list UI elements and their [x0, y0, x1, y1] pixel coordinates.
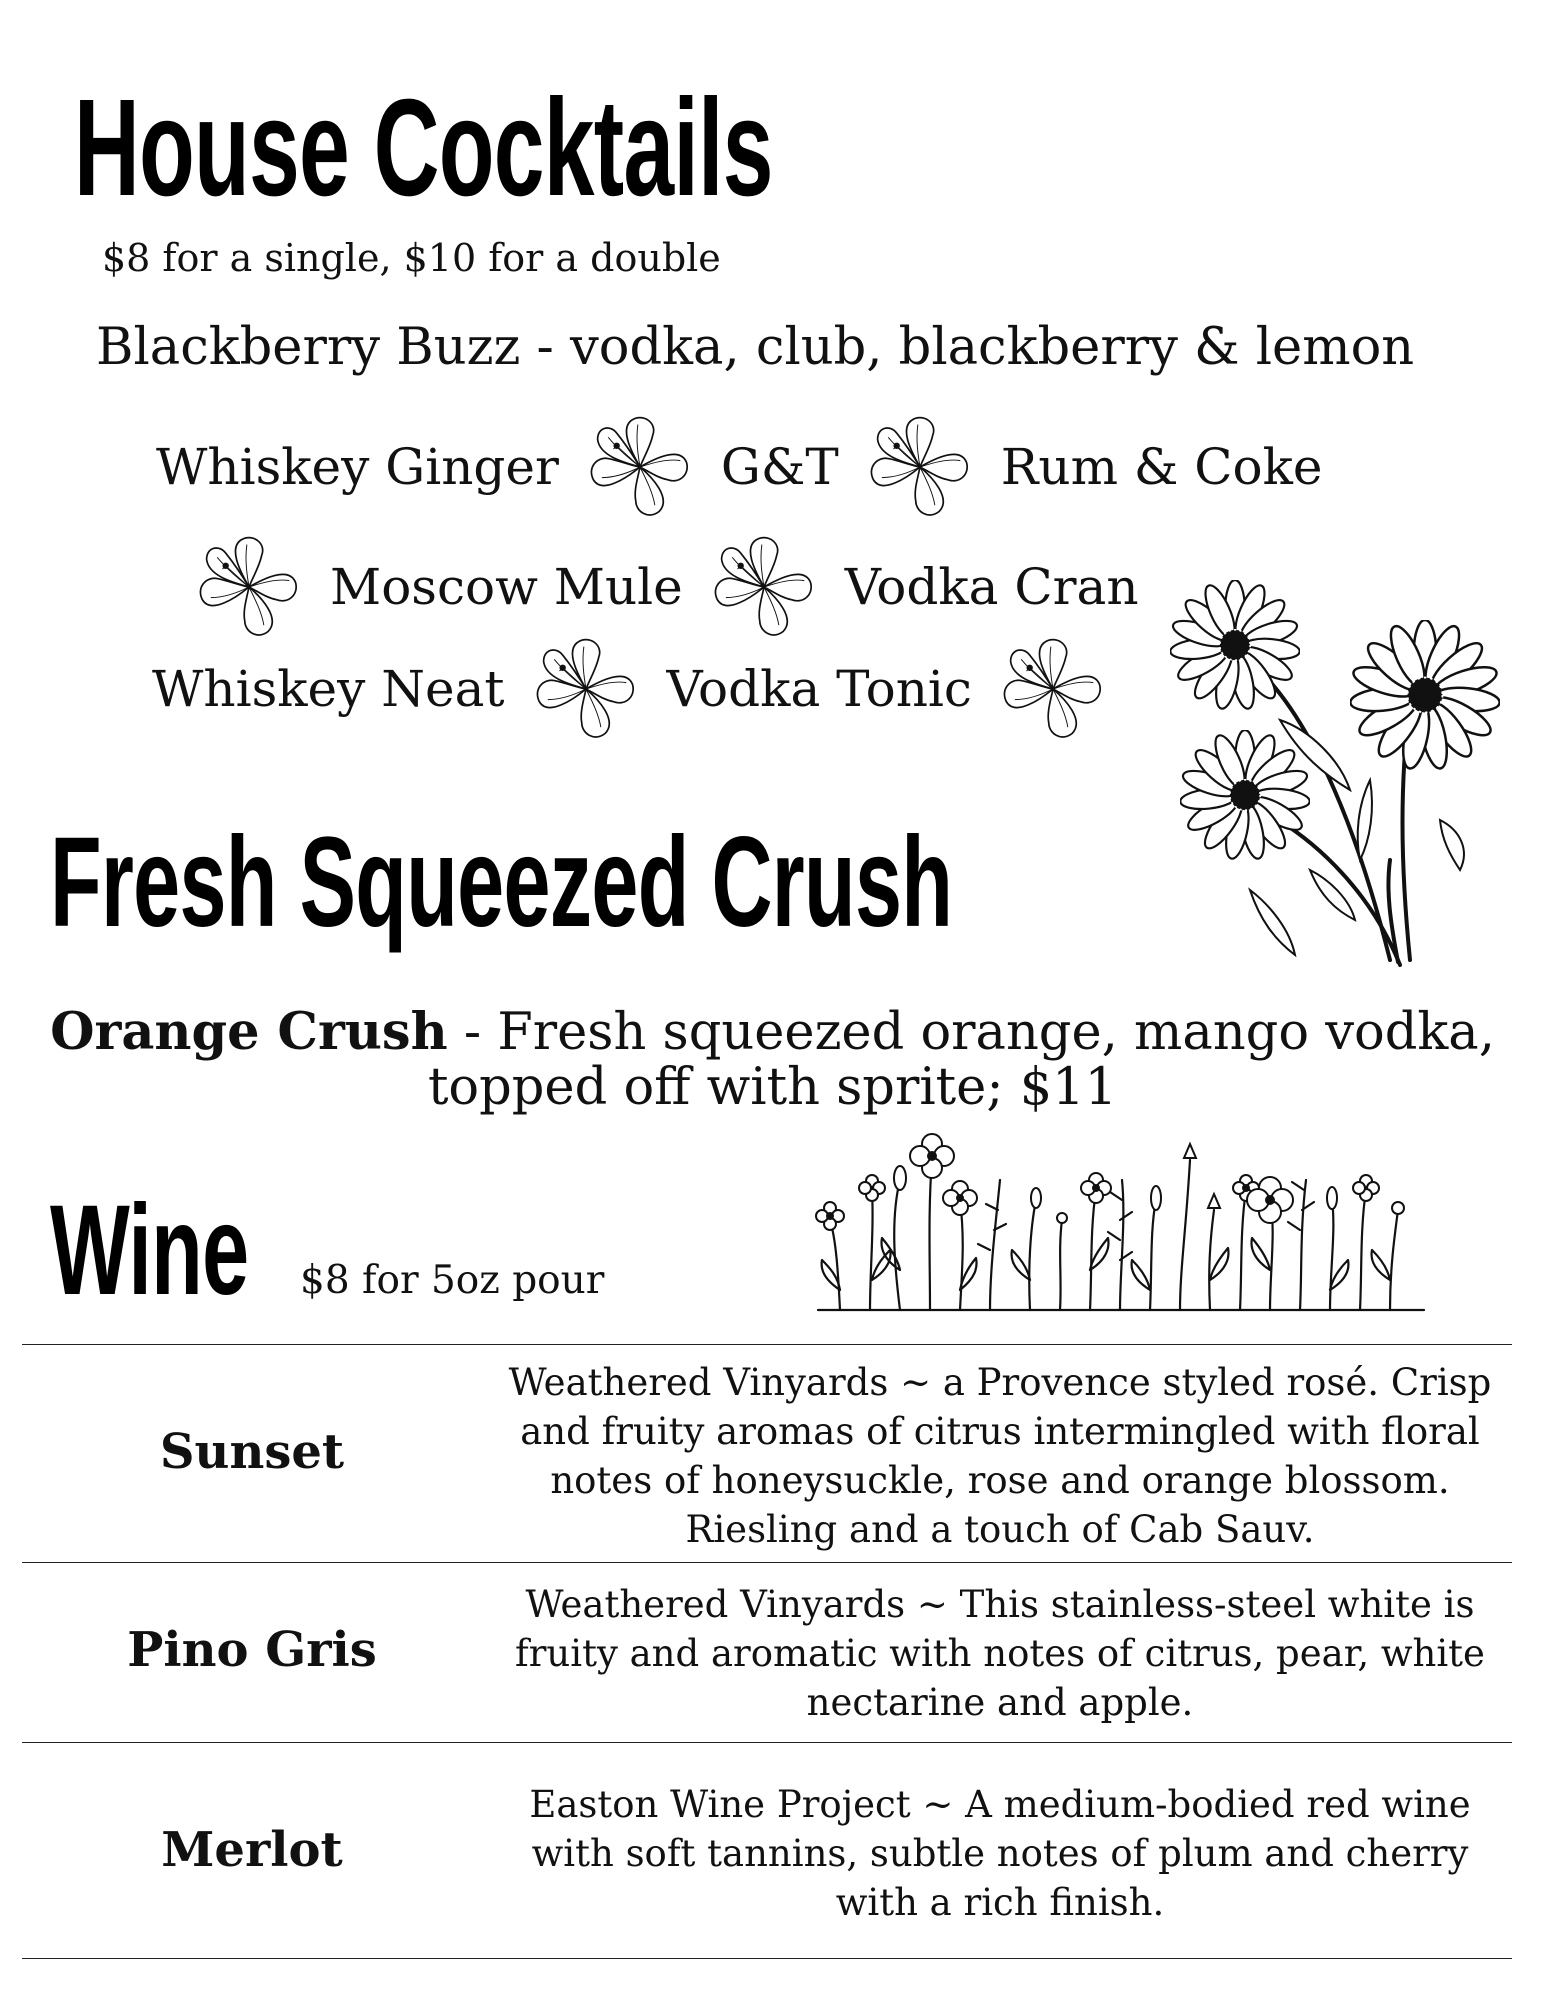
wine-heading: Wine: [50, 1179, 249, 1322]
hibiscus-icon: [533, 636, 639, 742]
cocktail-row-3: [152, 636, 1106, 742]
wine-desc-merlot: [490, 1780, 1510, 1927]
orange-crush-name: Orange Crush: [50, 1002, 448, 1062]
menu-item: Vodka Cran: [844, 558, 1139, 616]
menu-item: Whiskey Ginger: [156, 438, 559, 496]
wine-desc-pino-gris: [490, 1580, 1510, 1727]
orange-crush-desc: - Fresh squeezed orange, mango vodka,: [447, 1003, 1495, 1062]
wine-desc-line: and fruity aromas of citrus intermingled with floral: [520, 1410, 1480, 1453]
wine-desc-line: Easton Wine Project ~ A medium-bodied red wine: [529, 1783, 1471, 1826]
wine-desc-line: with a rich finish.: [835, 1881, 1165, 1924]
orange-crush-line-2: topped off with sprite; $11: [427, 1058, 1118, 1117]
fresh-squeezed-crush-heading: Fresh Squeezed Crush: [50, 811, 953, 954]
orange-crush-line-1: [0, 1002, 1545, 1062]
menu-item: Whiskey Neat: [152, 660, 505, 718]
wine-name-merlot: Merlot: [161, 1822, 343, 1878]
hibiscus-icon: [196, 534, 302, 640]
wine-name-sunset: Sunset: [159, 1424, 345, 1480]
wine-desc-line: Weathered Vinyards ~ This stainless-steel white is: [525, 1583, 1475, 1626]
menu-item: Rum & Coke: [1000, 438, 1323, 496]
blackberry-buzz-item: Blackberry Buzz - vodka, club, blackberry & lemon: [96, 318, 1415, 377]
wine-table-rule: [22, 1562, 1512, 1563]
wine-desc-line: Weathered Vinyards ~ a Provence styled rosé. Crisp: [508, 1361, 1492, 1404]
wine-desc-line: fruity and aromatic with notes of citrus, pear, white: [515, 1632, 1485, 1675]
wine-table-rule-top: [22, 1344, 1512, 1345]
daisy-bouquet-illustration: [1160, 560, 1500, 980]
cocktail-price-note: $8 for a single, $10 for a double: [102, 236, 721, 280]
wine-price-note: $8 for 5oz pour: [300, 1258, 605, 1303]
wildflower-border-illustration: [800, 1120, 1440, 1320]
menu-item: Vodka Tonic: [666, 660, 972, 718]
hibiscus-icon: [1000, 636, 1106, 742]
wine-desc-line: Riesling and a touch of Cab Sauv.: [685, 1508, 1315, 1551]
wine-table-rule: [22, 1742, 1512, 1743]
cocktail-row-2: [196, 534, 1139, 640]
wine-table-rule-bottom: [22, 1958, 1512, 1959]
cocktail-row-1: [156, 414, 1323, 520]
hibiscus-icon: [711, 534, 817, 640]
menu-item: Moscow Mule: [330, 558, 683, 616]
wine-desc-line: notes of honeysuckle, rose and orange blossom.: [550, 1459, 1450, 1502]
hibiscus-icon: [867, 414, 973, 520]
wine-name-pino-gris: Pino Gris: [127, 1622, 377, 1678]
wine-desc-line: nectarine and apple.: [806, 1681, 1194, 1724]
menu-item: G&T: [720, 438, 839, 496]
house-cocktails-heading: House Cocktails: [74, 71, 773, 225]
hibiscus-icon: [587, 414, 693, 520]
wine-desc-sunset: [490, 1358, 1510, 1554]
wine-desc-line: with soft tannins, subtle notes of plum and cherry: [531, 1832, 1469, 1875]
